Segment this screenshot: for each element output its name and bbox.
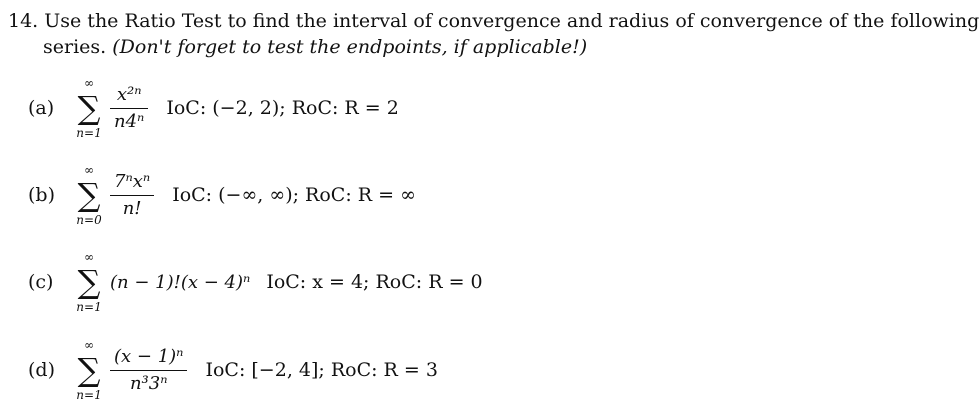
problem-line-1: 14. Use the Ratio Test to find the interval of convergence and radius of convergence of the following [8, 10, 979, 32]
summation-lower-limit: n=1 [76, 300, 102, 314]
part-label: (b) [28, 184, 55, 206]
part-b [28, 164, 416, 226]
summation [72, 77, 110, 139]
answer: IoC: x = 4; RoC: R = 0 [266, 271, 483, 293]
fraction-denominator: n! [122, 197, 142, 219]
summation [72, 164, 110, 226]
summation-lower-limit: n=1 [76, 388, 102, 402]
part-label: (c) [28, 271, 54, 293]
problem-statement [8, 8, 979, 60]
summation-lower-limit: n=1 [76, 126, 102, 140]
answer: IoC: (−2, 2); RoC: R = 2 [166, 97, 399, 119]
answer: IoC: [−2, 4]; RoC: R = 3 [205, 359, 438, 381]
part-label: (a) [28, 97, 55, 119]
summation-upper-limit: ∞ [84, 250, 94, 264]
summation-sign: ∑ [77, 176, 101, 214]
summation [72, 339, 110, 401]
part-label: (d) [28, 359, 55, 381]
problem-line-2-text: series. [43, 36, 113, 58]
part-c [28, 251, 483, 313]
part-a [28, 77, 399, 139]
fraction [110, 171, 154, 220]
summation [72, 251, 110, 313]
problem-line-2-note: (Don't forget to test the endpoints, if applicable!) [112, 36, 588, 58]
summation-upper-limit: ∞ [84, 338, 94, 352]
problem-line-2 [8, 34, 848, 60]
summation-lower-limit: n=0 [76, 213, 102, 227]
summation-upper-limit: ∞ [84, 163, 94, 177]
summation-sign: ∑ [77, 263, 101, 301]
fraction-numerator: x²ⁿ [116, 83, 142, 105]
summation-sign: ∑ [77, 89, 101, 127]
fraction [110, 84, 148, 133]
fraction-numerator: (x − 1)ⁿ [114, 345, 184, 367]
summation-sign: ∑ [77, 351, 101, 389]
series-term: (n − 1)!(x − 4)ⁿ [110, 271, 251, 293]
fraction-denominator: n³3ⁿ [129, 372, 168, 394]
fraction-denominator: n4ⁿ [114, 110, 145, 132]
fraction-numerator: 7ⁿxⁿ [114, 170, 151, 192]
part-d [28, 339, 438, 401]
answer: IoC: (−∞, ∞); RoC: R = ∞ [172, 184, 416, 206]
summation-upper-limit: ∞ [84, 76, 94, 90]
fraction [110, 346, 187, 395]
